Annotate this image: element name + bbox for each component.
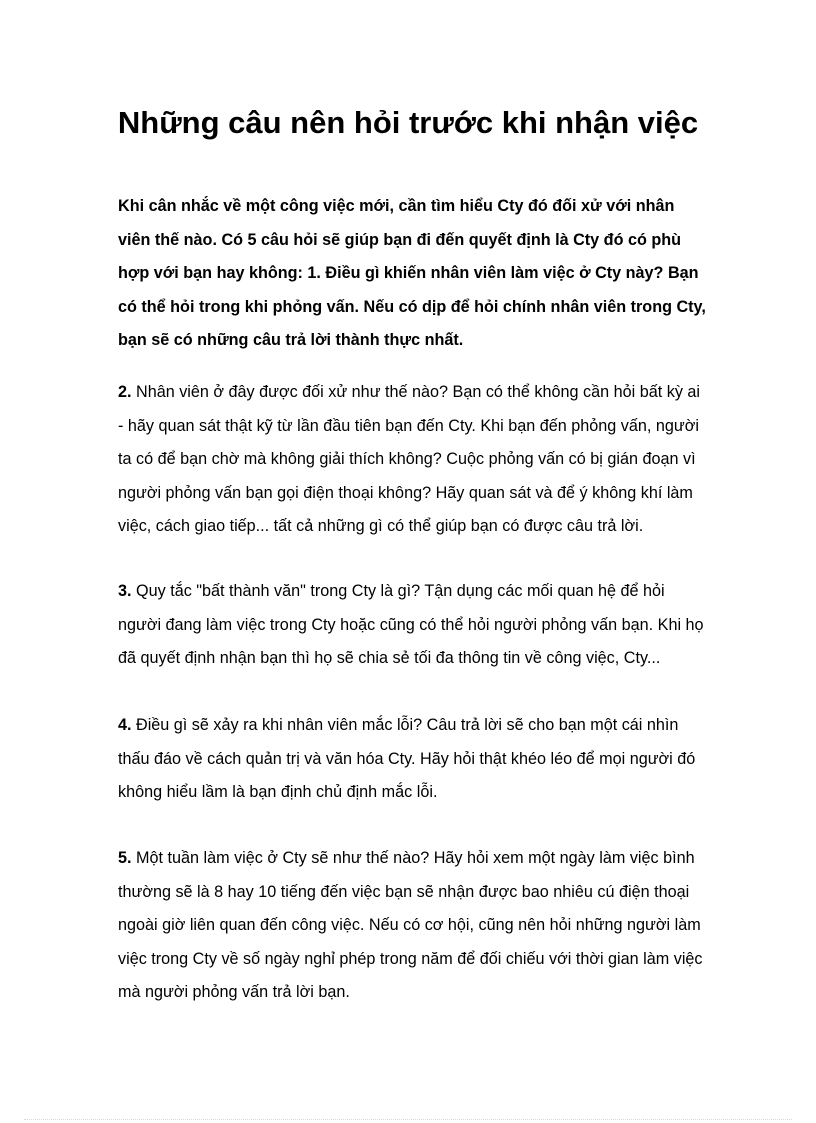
point-number: 4. [118, 716, 132, 734]
point-paragraph-2 [118, 376, 708, 544]
point-text: Điều gì sẽ xảy ra khi nhân viên mắc lỗi? Câu trả lời sẽ cho bạn một cái nhìn thấu đáo về cách quản trị và văn hóa Cty. Hãy hỏi thật khéo léo để mọi người đó không hiểu lầm là bạn định chủ định mắc lỗi. [118, 716, 696, 801]
document-title: Những câu nên hỏi trước khi nhận việc [117, 105, 699, 140]
point-text: Nhân viên ở đây được đối xử như thế nào? Bạn có thể không cần hỏi bất kỳ ai - hãy quan sát thật kỹ từ lần đầu tiên bạn đến Cty. Khi bạn đến phỏng vấn, người ta có để bạn chờ mà không giải thích không? Cuộc phỏng vấn có bị gián đoạn vì người phỏng vấn bạn gọi điện thoại không? Hãy quan sát và để ý không khí làm việc, cách giao tiếp... tất cả những gì có thể giúp bạn có được câu trả lời. [118, 383, 701, 535]
point-paragraph-4 [118, 709, 708, 810]
point-paragraph-5 [118, 842, 708, 1010]
point-number: 2. [118, 383, 132, 401]
page-bottom-divider [24, 1119, 792, 1120]
point-number: 3. [118, 582, 132, 600]
point-text: Quy tắc "bất thành văn" trong Cty là gì? Tận dụng các mối quan hệ để hỏi người đang làm việc trong Cty hoặc cũng có thể hỏi người phỏng vấn bạn. Khi họ đã quyết định nhận bạn thì họ sẽ chia sẻ tối đa thông tin về công việc, Cty... [118, 582, 704, 667]
point-number: 5. [118, 849, 132, 867]
point-text: Một tuần làm việc ở Cty sẽ như thế nào? Hãy hỏi xem một ngày làm việc bình thường sẽ là 8 hay 10 tiếng đến việc bạn sẽ nhận được bao nhiêu cú điện thoại ngoài giờ liên quan đến công việc. Nếu có cơ hội, cũng nên hỏi những người làm việc trong Cty về số ngày nghỉ phép trong năm để đối chiếu với thời gian làm việc mà người phỏng vấn trả lời bạn. [118, 849, 703, 1001]
intro-paragraph: Khi cân nhắc về một công việc mới, cần tìm hiểu Cty đó đối xử với nhân viên thế nào. Có 5 câu hỏi sẽ giúp bạn đi đến quyết định là Cty đó có phù hợp với bạn hay không: 1. Điều gì khiến nhân viên làm việc ở Cty này? Bạn có thể hỏi trong khi phỏng vấn. Nếu có dịp để hỏi chính nhân viên trong Cty, bạn sẽ có những câu trả lời thành thực nhất. [118, 197, 706, 349]
point-paragraph-3 [118, 575, 708, 676]
